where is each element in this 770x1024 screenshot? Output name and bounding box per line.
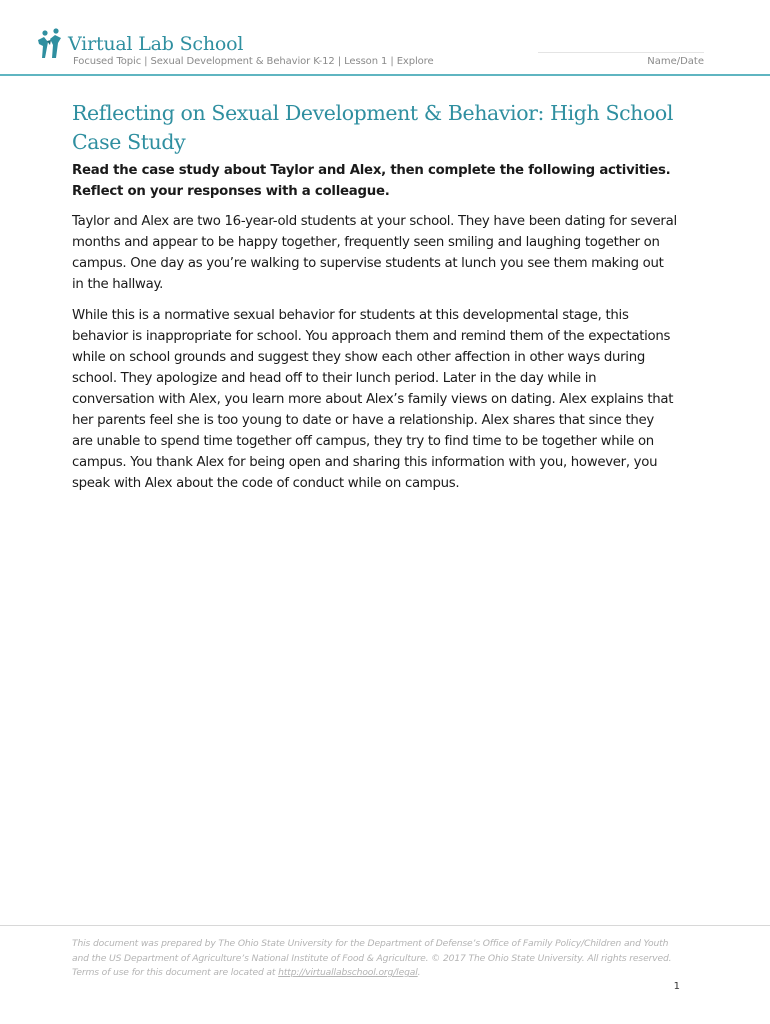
legal-link[interactable]: http://virtuallabschool.org/legal — [278, 967, 418, 978]
instructions: Read the case study about Taylor and Alex, then complete the following activities. Reflect on your responses with a colleague. — [72, 163, 671, 199]
name-date-line — [538, 52, 704, 53]
logo-text: Virtual Lab School — [68, 33, 244, 55]
footer-text: This document was prepared by The Ohio State University for the Department of Defense’s Office of Family Policy/Children and Youth and the US Department of Agriculture’s National Institute of Food & Agriculture. © 2017 The Ohio State University. All rights reserved. Terms of use for this document are located at — [72, 938, 672, 978]
footer-link-suffix: . — [417, 967, 421, 978]
case-study-paragraph-2: While this is a normative sexual behavior for students at this developmental stage, this behavior is inappropriate for school. You approach them and remind them of the expectations while on school grounds and suggest they show each other affection in other ways during school. They apologize and head off to their lunch period. Later in the day while in conversation with Alex, you learn more about Alex’s family views on dating. Alex explains that her parents feel she is too young to date or have a relationship. Alex shares that since they are unable to spend time together off campus, they try to find time to be together while on campus. You thank Alex for being open and sharing this information with you, however, you speak with Alex about the code of conduct while on campus. — [72, 308, 674, 491]
footer-legal-text — [72, 937, 684, 981]
page-number: 1 — [673, 981, 680, 992]
vls-logo-icon — [36, 27, 66, 61]
breadcrumb: Focused Topic | Sexual Development & Behavior K-12 | Lesson 1 | Explore — [73, 56, 434, 67]
page-title: Reflecting on Sexual Development & Behavior: High School Case Study — [72, 101, 674, 154]
header-divider — [0, 74, 770, 76]
name-date-label: Name/Date — [647, 56, 704, 67]
footer-divider — [0, 925, 770, 926]
case-study-paragraph-1: Taylor and Alex are two 16-year-old students at your school. They have been dating for several months and appear to be happy together, frequently seen smiling and laughing together on campus. One day as you’re walking to supervise students at lunch you see them making out in the hallway. — [72, 214, 677, 292]
